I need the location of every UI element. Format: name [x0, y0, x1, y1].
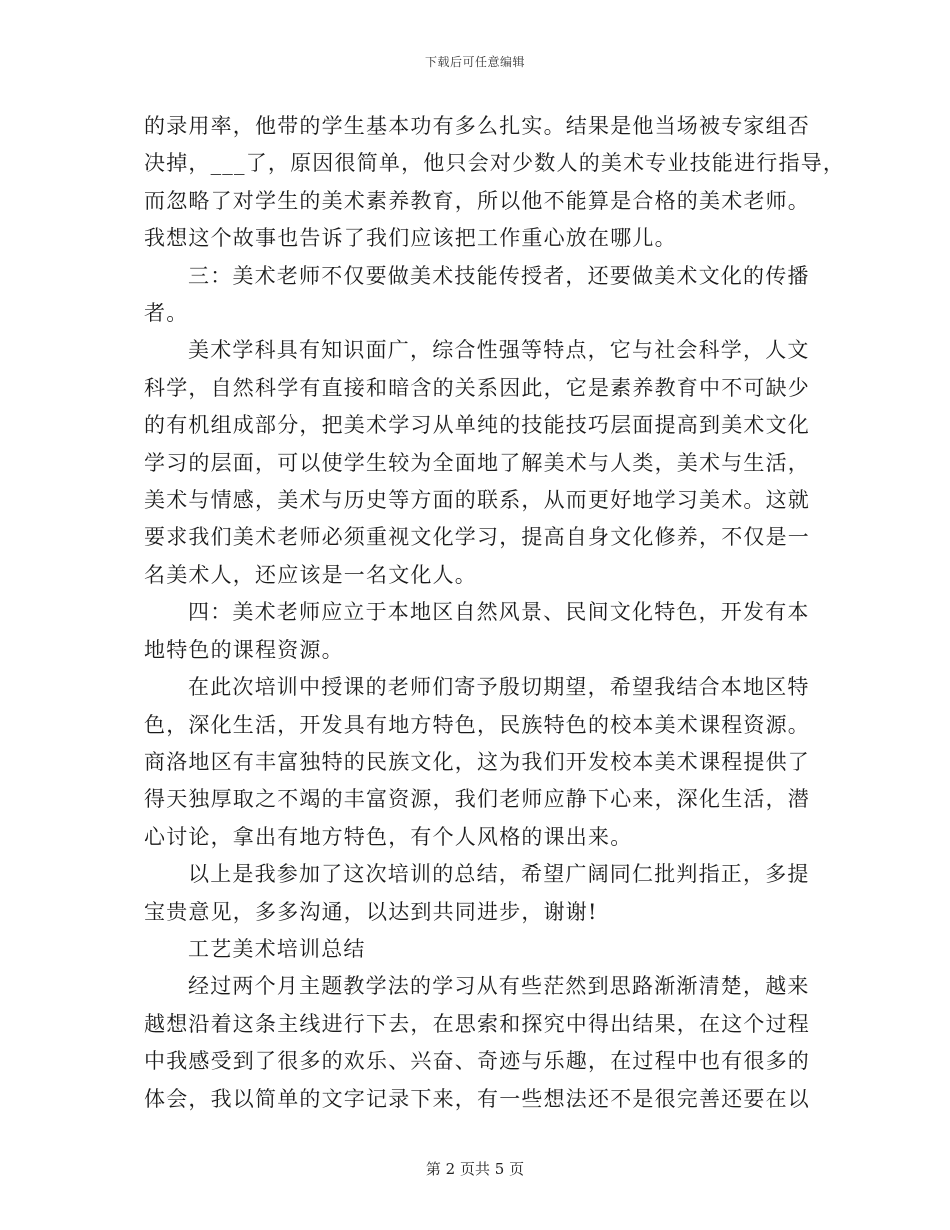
text-line: 美术学科具有知识面广，综合性强等特点，它与社会科学，人文: [188, 338, 810, 363]
text-line: 四：美术老师应立于本地区自然风景、民间文化特色，开发有本: [188, 600, 810, 625]
paragraph: [144, 856, 810, 931]
text-line: 名美术人，还应该是一名文化人。: [144, 562, 477, 587]
paragraph: [144, 669, 810, 856]
text-line: 的录用率，他带的学生基本功有多么扎实。结果是他当场被专家组否: [144, 114, 810, 138]
text-line: 宝贵意见，多多沟通，以达到共同进步，谢谢!: [144, 899, 598, 924]
page-footer: 第 2 页共 5 页: [425, 1160, 525, 1178]
text-line: 商洛地区有丰富独特的民族文化，这为我们开发校本美术课程提供了: [144, 749, 810, 774]
text-line: 色，深化生活，开发具有地方特色，民族特色的校本美术课程资源。: [144, 712, 810, 737]
text-line: 者。: [144, 301, 189, 326]
text-line: 经过两个月主题教学法的学习从有些茫然到思路渐渐清楚，越来: [188, 974, 810, 999]
text-line: 在此次培训中授课的老师们寄予殷切期望，希望我结合本地区特: [188, 675, 810, 700]
page-header: 下载后可任意编辑: [424, 55, 525, 69]
paragraph: [144, 332, 810, 594]
text-line: 工艺美术培训总结: [188, 936, 366, 961]
paragraph: [144, 594, 810, 669]
text-line: 体会，我以简单的文字记录下来，有一些想法还不是很完善还要在以: [144, 1086, 810, 1111]
paragraph: [144, 108, 846, 258]
text-line: 中我感受到了很多的欢乐、兴奋、奇迹与乐趣，在过程中也有很多的: [144, 1049, 810, 1074]
text-line: 地特色的课程资源。: [144, 637, 344, 662]
paragraph: [144, 968, 810, 1118]
text-line: 美术与情感，美术与历史等方面的联系，从而更好地学习美术。这就: [144, 488, 810, 513]
text-line: 科学，自然科学有直接和暗含的关系因此，它是素养教育中不可缺少: [144, 375, 810, 400]
text-line: 要求我们美术老师必须重视文化学习，提高自身文化修养，不仅是一: [144, 525, 810, 550]
text-line: 我想这个故事也告诉了我们应该把工作重心放在哪儿。: [144, 226, 677, 251]
text-line: 学习的层面，可以使学生较为全面地了解美术与人类，美术与生活，: [144, 450, 810, 475]
text-line: 的有机组成部分，把美术学习从单纯的技能技巧层面提高到美术文化: [144, 413, 810, 438]
document-body: [144, 108, 846, 1118]
text-line: 越想沿着这条主线进行下去，在思索和探究中得出结果，在这个过程: [144, 1011, 810, 1036]
paragraph: [144, 258, 810, 333]
text-line: 而忽略了对学生的美术素养教育，所以他不能算是合格的美术老师。: [144, 188, 810, 213]
text-line: 心讨论，拿出有地方特色，有个人风格的课出来。: [144, 824, 633, 849]
text-line: 以上是我参加了这次培训的总结，希望广阔同仁批判指正，多提: [188, 862, 810, 887]
text-line: 三：美术老师不仅要做美术技能传授者，还要做美术文化的传播: [188, 263, 810, 288]
paragraph: [144, 931, 804, 968]
text-line: 得天独厚取之不竭的丰富资源，我们老师应静下心来，深化生活，潜: [144, 787, 810, 812]
text-line: 决掉，___了，原因很简单，他只会对少数人的美术专业技能进行指导，: [144, 151, 846, 176]
